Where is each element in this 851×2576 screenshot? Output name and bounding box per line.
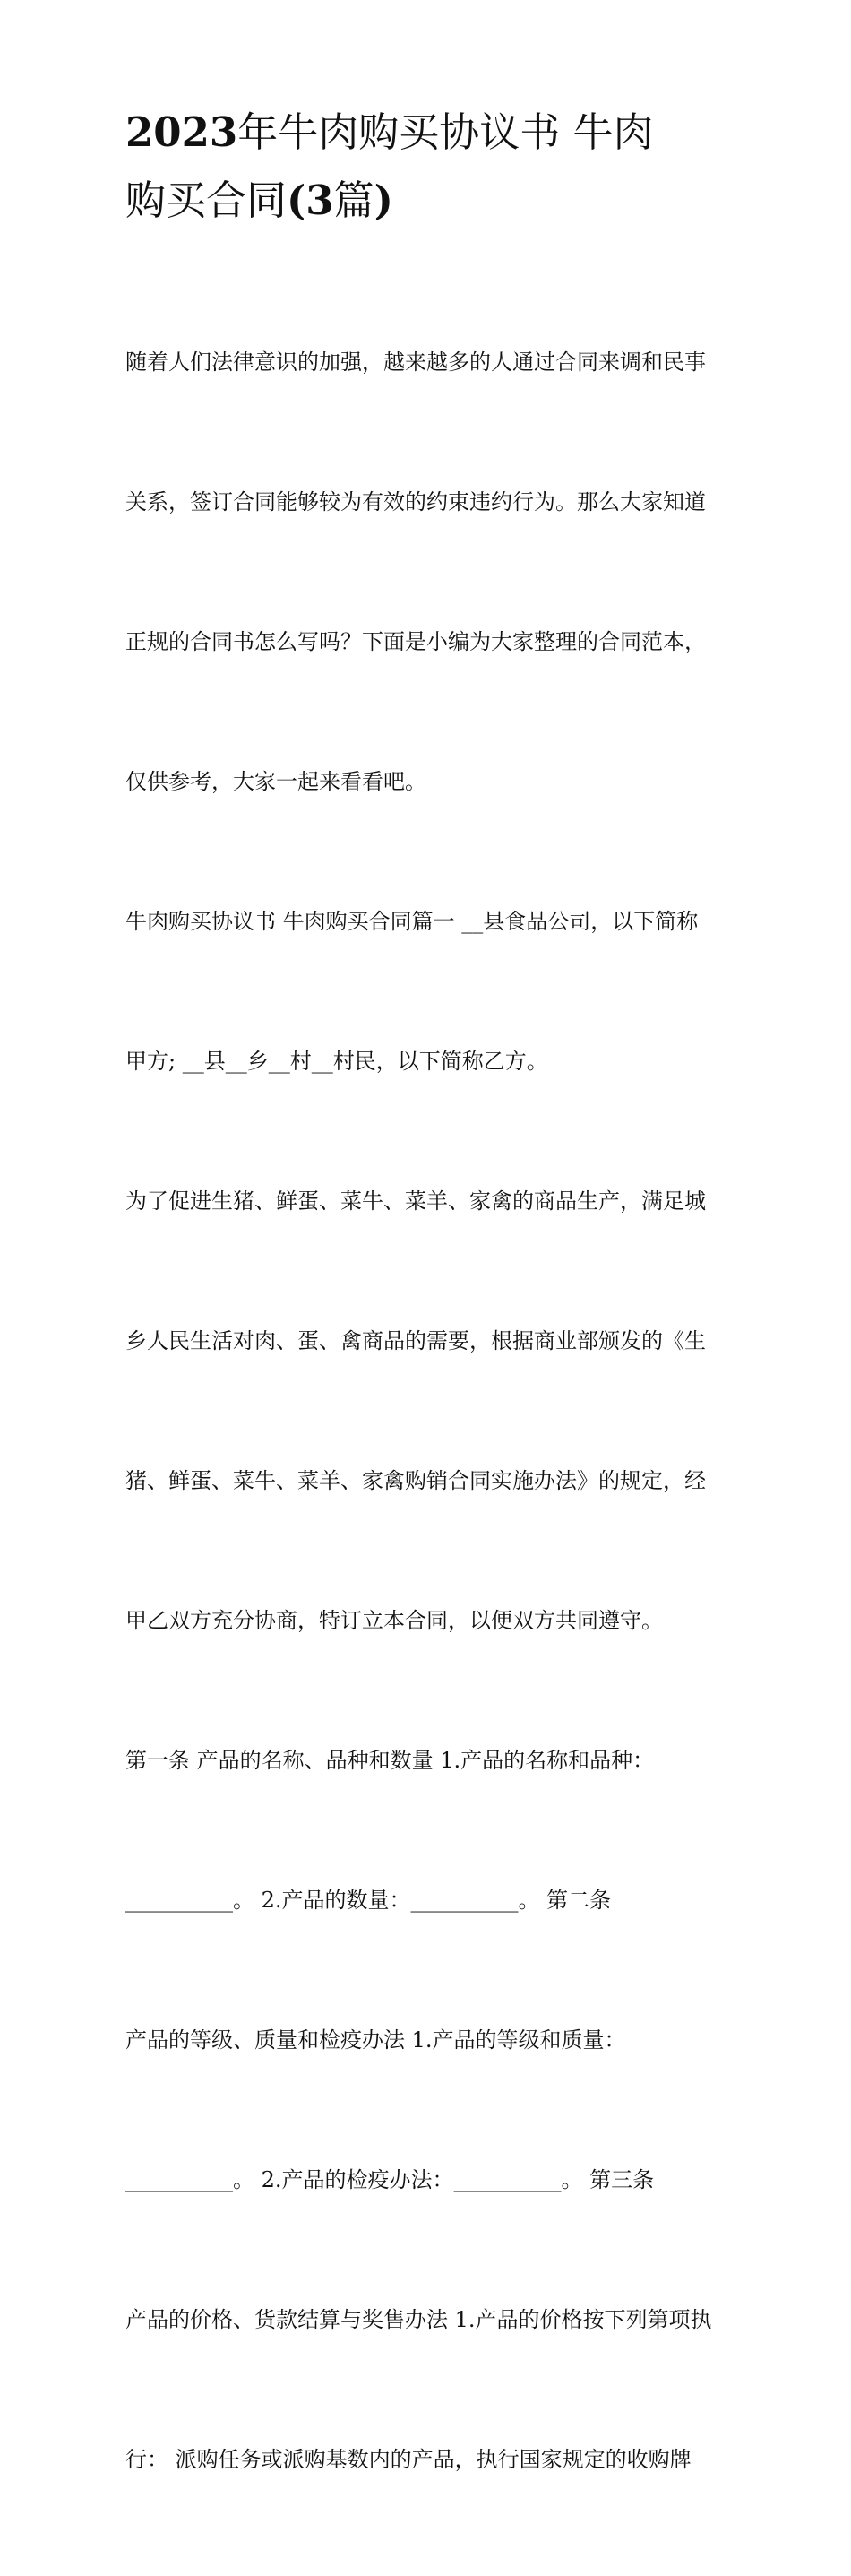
document-title [125, 99, 735, 235]
body-line: 猪、鲜蛋、菜牛、菜羊、家禽购销合同实施办法》的规定，经 [125, 1468, 706, 1493]
body-line: 行： 派购任务或派购基数内的产品，执行国家规定的收购牌 [125, 2447, 692, 2472]
body-line: 关系，签订合同能够较为有效的约束违约行为。那么大家知道 [125, 489, 706, 514]
document-body [125, 246, 735, 2576]
document-page [125, 99, 735, 2576]
title-text-2: 购买合同 [125, 177, 288, 224]
body-line: 为了促进生猪、鲜蛋、菜牛、菜羊、家禽的商品生产，满足城 [125, 1189, 706, 1214]
title-count-close: ) [374, 177, 393, 224]
title-count-open: (3 [287, 177, 334, 224]
body-line: 随着人们法律意识的加强，越来越多的人通过合同来调和民事 [125, 350, 706, 375]
body-line: 第一条 产品的名称、品种和数量 1.产品的名称和品种： [125, 1748, 655, 1773]
body-line: 甲方; __县__乡__村__村民，以下简称乙方。 [125, 1049, 548, 1074]
body-line: __________。 2.产品的检疫办法：__________。 第三条 [125, 2167, 655, 2192]
body-line: 甲乙双方充分协商，特订立本合同，以便双方共同遵守。 [125, 1608, 663, 1633]
body-line: 正规的合同书怎么写吗？下面是小编为大家整理的合同范本， [125, 629, 706, 654]
body-line: 乡人民生活对肉、蛋、禽商品的需要，根据商业部颁发的《生 [125, 1328, 706, 1353]
title-year: 2023 [125, 108, 238, 156]
title-line-1 [125, 99, 735, 167]
body-line: 产品的价格、货款结算与奖售办法 1.产品的价格按下列第项执 [125, 2307, 712, 2332]
body-line: 牛肉购买协议书 牛肉购买合同篇一 __县食品公司，以下简称 [125, 909, 699, 934]
body-line: 仅供参考，大家一起来看看吧。 [125, 769, 426, 794]
body-line: __________。 2.产品的数量：__________。 第二条 [125, 1888, 612, 1913]
title-text-1: 年牛肉购买协议书 牛肉 [237, 108, 654, 156]
title-line-2 [125, 167, 735, 235]
body-line: 产品的等级、质量和检疫办法 1.产品的等级和质量： [125, 2027, 626, 2053]
title-count-unit: 篇 [333, 177, 374, 224]
